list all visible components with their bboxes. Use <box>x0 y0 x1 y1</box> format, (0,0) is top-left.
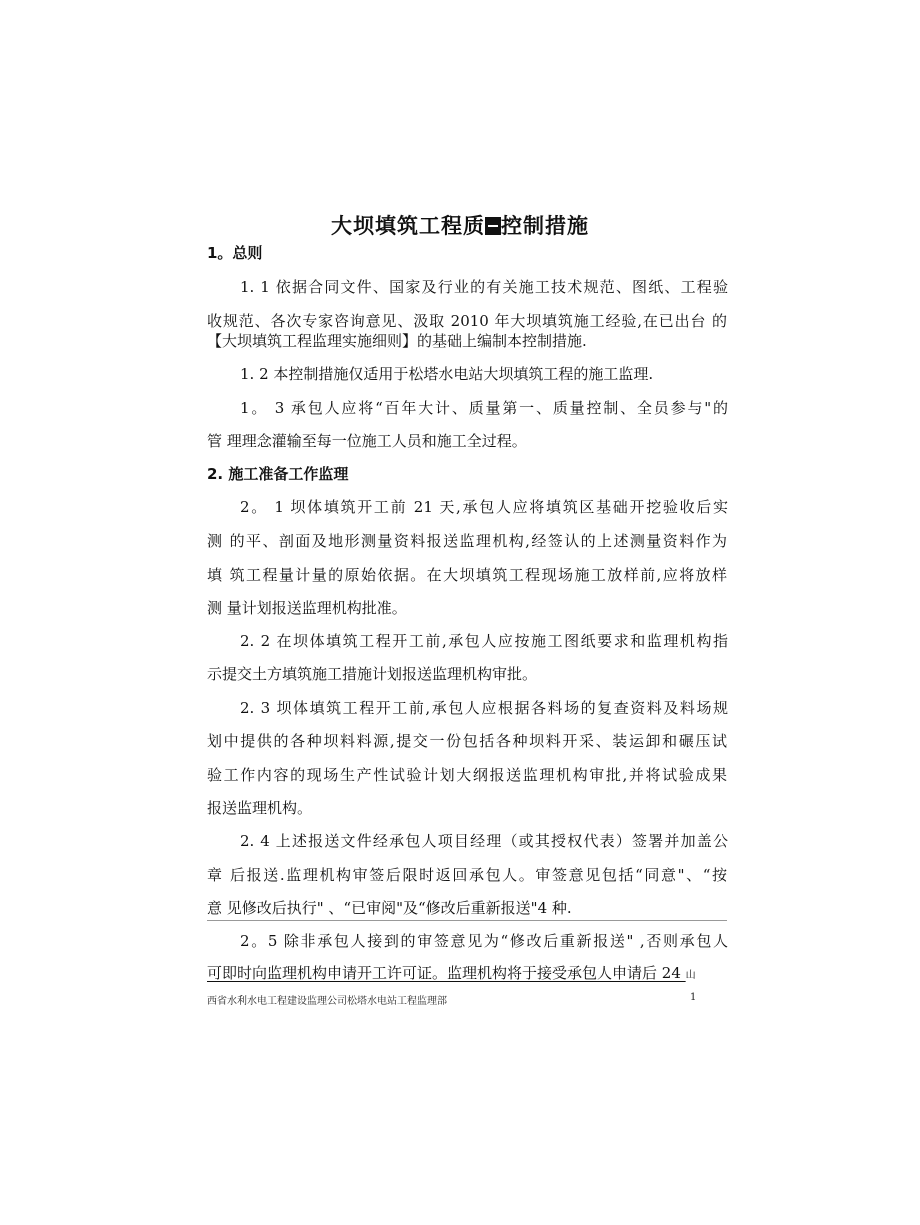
paragraph-2-3-line: 报送监理机构。 <box>207 799 313 817</box>
paragraph-2-3-line: 2. 3 坝体填筑工程开工前,承包人应根据各料场的复查资料及料场规 <box>240 699 728 717</box>
paragraph-2-1-line: 填 筑工程量计量的原始依据。在大坝填筑工程现场施工放样前,应将放样 <box>207 566 727 584</box>
paragraph-2-4-line: 2. 4 上述报送文件经承包人项目经理（或其授权代表）签署并加盖公 <box>240 832 728 850</box>
paragraph-2-1-line: 测 量计划报送监理机构批准。 <box>207 599 407 617</box>
paragraph-1-1-line: 收规范、各次专家咨询意见、汲取 2010 年大坝填筑施工经验,在已出台 的 <box>207 312 727 330</box>
paragraph-2-3-line: 验工作内容的现场生产性试验计划大纲报送监理机构审批,并将试验成果 <box>207 766 727 784</box>
footer-organization: 西省水利水电工程建设监理公司松塔水电站工程监理部 <box>207 996 447 1007</box>
paragraph-2-4-line: 章 后报送.监理机构审签后限时返回承包人。审签意见包括“同意"、“按 <box>207 866 727 884</box>
divider-line <box>207 920 727 921</box>
paragraph-1-3-line: 1。 3 承包人应将“百年大计、质量第一、质量控制、全员参与"的 <box>240 399 728 417</box>
paragraph-2-1-line: 2。 1 坝体填筑开工前 21 天,承包人应将填筑区基础开挖验收后实 <box>240 498 728 516</box>
paragraph-2-1-line: 测 的平、剖面及地形测量资料报送监理机构,经签认的上述测量资料作为 <box>207 532 727 550</box>
paragraph-2-3-line: 划中提供的各种坝料料源,提交一份包括各种坝料开采、装运卸和碾压试 <box>207 732 727 750</box>
paragraph-1-1-line: 1. 1 依据合同文件、国家及行业的有关施工技术规范、图纸、工程验 <box>240 278 728 296</box>
paragraph-1-3-line: 管 理理念灌输至每一位施工人员和施工全过程。 <box>207 432 527 450</box>
paragraph-2-2-line: 示提交土方填筑施工措施计划报送监理机构审批。 <box>207 665 538 683</box>
footer-page-number: 1 <box>690 992 697 1003</box>
page-title: 大坝填筑工程质 控制措施 <box>331 214 589 238</box>
paragraph-2-5-line <box>207 962 727 983</box>
paragraph-2-5-tail: 山 <box>685 970 696 981</box>
paragraph-2-5-underlined-text: 可即时向监理机构申请开工许可证。监理机构将于接受承包人申请后 24 <box>207 964 686 982</box>
paragraph-2-4-line: 意 见修改后执行" 、“已审阅"及“修改后重新报送"4 种. <box>207 899 572 917</box>
title-obscured-glyph <box>485 217 501 235</box>
paragraph-1-1-line: 【大坝填筑工程监理实施细则】的基础上编制本控制措施. <box>207 332 587 350</box>
section-heading-1: 1。总则 <box>207 244 263 262</box>
paragraph-1-2: 1. 2 本控制措施仅适用于松塔水电站大坝填筑工程的施工监理. <box>240 365 654 383</box>
section-heading-2: 2. 施工准备工作监理 <box>207 465 349 483</box>
paragraph-2-2-line: 2. 2 在坝体填筑工程开工前,承包人应按施工图纸要求和监理机构指 <box>240 632 728 650</box>
paragraph-2-5-line: 2。5 除非承包人接到的审签意见为“修改后重新报送" ,否则承包人 <box>240 932 728 950</box>
